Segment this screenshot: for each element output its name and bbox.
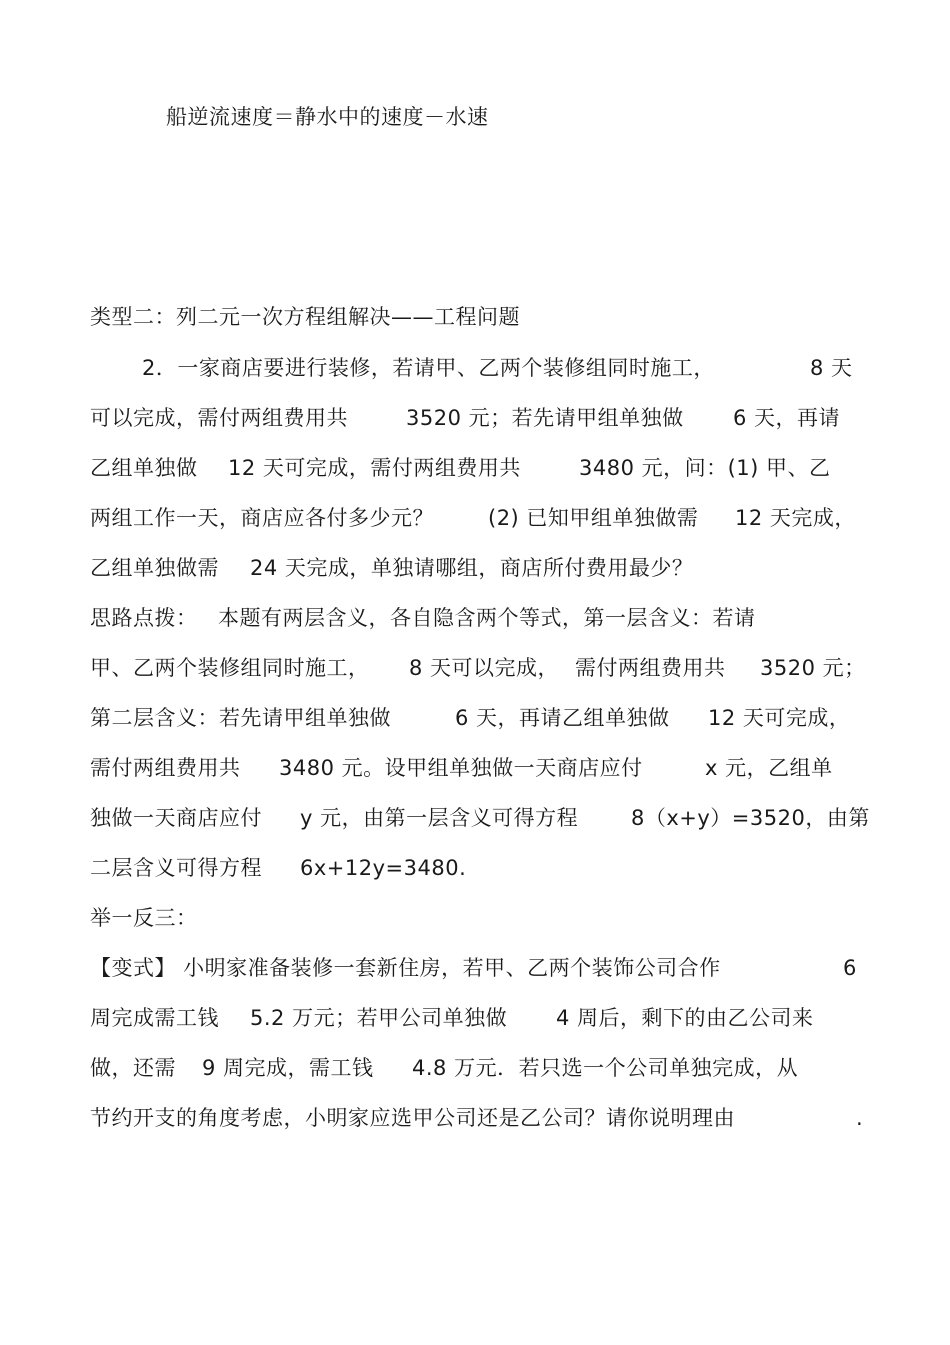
problem-text: 3520 元；若先请甲组单独做 <box>406 406 684 430</box>
problem-text: 12 天可完成，需付两组费用共 <box>228 456 521 480</box>
problem-text: 24 天完成，单独请哪组，商店所付费用最少？ <box>250 556 694 580</box>
problem-text: 6 天，再请 <box>733 406 841 430</box>
hint-text: 需付两组费用共 <box>90 756 241 780</box>
variant-text: 5.2 万元；若甲公司单独做 <box>250 1006 508 1030</box>
problem-text: 乙组单独做需 <box>90 556 219 580</box>
hint-text: 二层含义可得方程 <box>90 856 262 880</box>
problem-text: 2．一家商店要进行装修，若请甲、乙两个装修组同时施工， <box>142 356 715 380</box>
variant-text: . <box>856 1106 864 1130</box>
problem-text: (2) 已知甲组单独做需 <box>488 506 699 530</box>
hint-text: 6 天，再请乙组单独做 <box>455 706 670 730</box>
variant-text: 节约开支的角度考虑，小明家应选甲公司还是乙公司？请你说明理由 <box>90 1106 735 1130</box>
hint-label: 思路点拨： <box>90 606 198 630</box>
equation-text: 6x+12y=3480. <box>300 856 467 880</box>
problem-text: 8 天 <box>810 356 853 380</box>
section-heading: 类型二：列二元一次方程组解决——工程问题 <box>90 305 520 329</box>
problem-text: 两组工作一天，商店应各付多少元？ <box>90 506 434 530</box>
equation-text: 8（x+y）=3520，由第 <box>631 806 870 830</box>
hint-text: 3480 元。设甲组单独做一天商店应付 <box>279 756 643 780</box>
problem-text: 可以完成，需付两组费用共 <box>90 406 348 430</box>
formula-line: 船逆流速度＝静水中的速度－水速 <box>166 105 489 129</box>
variant-text: 4.8 万元．若只选一个公司单独完成，从 <box>412 1056 799 1080</box>
hint-text: 甲、乙两个装修组同时施工， <box>90 656 370 680</box>
problem-text: 乙组单独做 <box>90 456 198 480</box>
hint-text: 12 天可完成， <box>708 706 851 730</box>
hint-text: y 元，由第一层含义可得方程 <box>300 806 579 830</box>
variant-text: 周完成需工钱 <box>90 1006 219 1030</box>
variant-text: 【变式】 小明家准备装修一套新住房，若甲、乙两个装饰公司合作 <box>90 956 721 980</box>
hint-text: 本题有两层含义，各自隐含两个等式，第一层含义：若请 <box>218 606 756 630</box>
hint-text: 3520 元； <box>760 656 866 680</box>
hint-text: 第二层含义：若先请甲组单独做 <box>90 706 391 730</box>
problem-text: 3480 元，问：(1) 甲、乙 <box>579 456 831 480</box>
variant-text: 9 周完成，需工钱 <box>202 1056 374 1080</box>
variant-text: 6 <box>843 956 857 980</box>
variant-text: 做，还需 <box>90 1056 176 1080</box>
hint-text: 独做一天商店应付 <box>90 806 262 830</box>
hint-text: x 元，乙组单 <box>705 756 833 780</box>
hint-text: 8 天可以完成， <box>409 656 560 680</box>
problem-text: 12 天完成， <box>735 506 856 530</box>
variant-text: 4 周后，剩下的由乙公司来 <box>556 1006 814 1030</box>
hint-text: 需付两组费用共 <box>575 656 726 680</box>
practice-heading: 举一反三： <box>90 906 198 930</box>
